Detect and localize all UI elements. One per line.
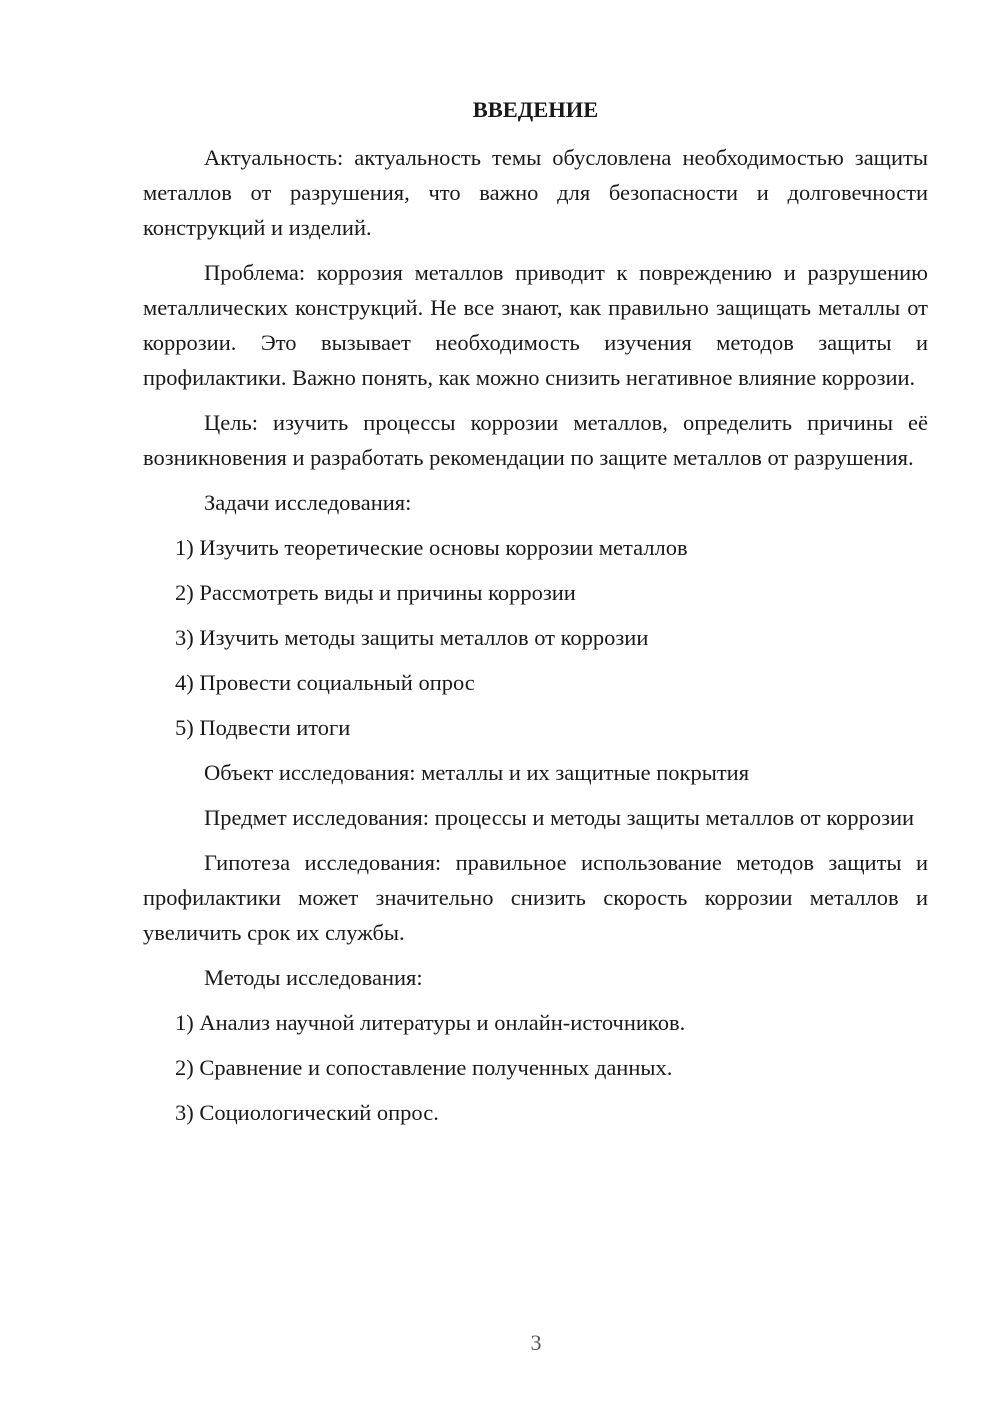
hypothesis-paragraph: Гипотеза исследования: правильное использование методов защиты и профилактики может значительно снизить скорость коррозии металлов и увеличить срок их службы.	[143, 850, 928, 945]
problem-paragraph: Проблема: коррозия металлов приводит к повреждению и разрушению металлических конструкций. Не все знают, как правильно защищать металлы от коррозии. Это вызывает необходимость изучения методов защиты и профилактики. Важно понять, как можно снизить негативное влияние коррозии.	[143, 260, 928, 390]
list-item-task-3: 3) Изучить методы защиты металлов от коррозии	[175, 625, 649, 650]
tasks-heading: Задачи исследования:	[204, 490, 412, 515]
list-item-method-1: 1) Анализ научной литературы и онлайн-источников.	[175, 1010, 686, 1035]
object-paragraph: Объект исследования: металлы и их защитные покрытия	[204, 760, 750, 785]
methods-heading: Методы исследования:	[204, 965, 423, 990]
list-item-task-2: 2) Рассмотреть виды и причины коррозии	[175, 580, 576, 605]
goal-paragraph: Цель: изучить процессы коррозии металлов, определить причины её возникновения и разработать рекомендации по защите металлов от разрушения.	[143, 410, 928, 470]
page-title: ВВЕДЕНИЕ	[472, 97, 599, 122]
list-item-task-1: 1) Изучить теоретические основы коррозии металлов	[175, 535, 688, 560]
list-item-task-4: 4) Провести социальный опрос	[175, 670, 475, 695]
document-page	[143, 90, 928, 1140]
list-item-method-2: 2) Сравнение и сопоставление полученных данных.	[175, 1055, 673, 1080]
relevance-paragraph: Актуальность: актуальность темы обусловлена необходимостью защиты металлов от разрушения, что важно для безопасности и долговечности конструкций и изделий.	[143, 145, 928, 240]
subject-paragraph: Предмет исследования: процессы и методы защиты металлов от коррозии	[204, 805, 915, 830]
list-item-task-5: 5) Подвести итоги	[175, 715, 351, 740]
list-item-method-3: 3) Социологический опрос.	[175, 1100, 439, 1125]
page-number: 3	[530, 1330, 542, 1355]
